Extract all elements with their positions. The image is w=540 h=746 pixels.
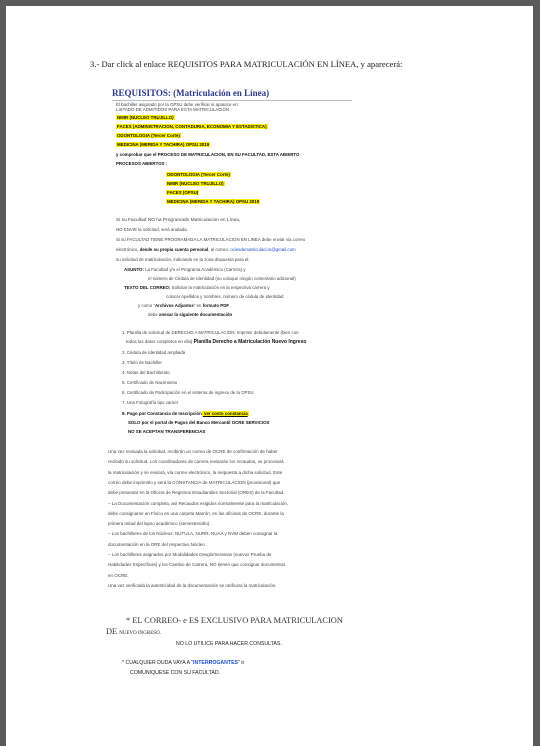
open-processes-label: PROCESOS ABIERTOS :	[116, 161, 168, 166]
doc-item-8: 8. Pago por Constancia de Inscripción ver costo constancia	[122, 411, 248, 416]
body-line: Habilidades Específicas) y los Cambio de Carrera, NO tienen que consignar documentos	[108, 562, 286, 568]
cost-link[interactable]: ver costo constancia	[202, 411, 248, 416]
body-line: recibido su solicitud. Los coordinadores de carrera revisarán los recaudos, se procesará	[108, 459, 284, 465]
email-link[interactable]: ociesdematriculacion@gmail.com	[230, 247, 296, 252]
doc-item-6: 6. Certificado de Participación en el sistema de ingreso de la OPSU	[122, 390, 254, 395]
admitted-item-2: FACES (ADMINISTRACION, CONTADURIA, ECONOMIA Y ESTADISTICA)	[117, 124, 267, 129]
requirements-title: REQUISITOS: (Matriculación en Línea)	[112, 88, 270, 98]
body-line: Una vez verificada la autenticidad de la documentación se ratificara la matriculación.	[108, 582, 277, 588]
intro-line-2: LISTADO DE ADMITIDOS PARA ESTA MATRICULACION	[116, 107, 230, 112]
asunto-line: ASUNTO: La Facultad y/o el Programa Académico (Carrera) y	[124, 267, 246, 272]
warning-line-5: COMUNIQUESE CON SU FACULTAD.	[130, 670, 221, 676]
body-line: – Los bachilleres asignados por Modalidades Desglomeramas (nuevos Prueba de	[108, 552, 272, 557]
doc-item-1b: todos los datos completos en ella) Planilla Derecho a Matriculación Nuevo Ingreso	[126, 339, 307, 345]
body-line: en OCRE.	[108, 572, 129, 578]
programmed-line-1: Si su FACULTAD TIENE PROGRAMADA LA MATRICULACION EN LINEA debe enviar via correo	[116, 237, 306, 242]
open-item-1: ODONTOLOGIA (Tercer Corte)	[167, 172, 230, 177]
admitted-item-1: NMIR (NUCLEO TRUJILLO)	[117, 115, 174, 120]
body-line: documentación en la ORE del respectivo Núcleo.	[108, 541, 207, 547]
warning-line-1: * EL CORREO- e ES EXCLUSIVO PARA MATRICULACION	[126, 616, 343, 625]
not-programmed-line-2: NO ENVIE la solicitud, será anulada.	[116, 227, 188, 232]
intro-line-1: El bachiller asignado por la OPSU debe verificar si aparece en:	[116, 102, 239, 107]
programmed-line-2: electrónico, desde su propia cuenta personal, al correo: ociesdematriculacion@gmail.com	[116, 247, 296, 252]
body-line: – Los bachilleres de los Núcleos: NUTULA, NURR, NUAA y NVM deben consignar la	[108, 531, 278, 537]
planilla-link[interactable]: Planilla Derecho a Matriculación Nuevo Ingreso	[193, 339, 307, 345]
doc-item-7: 7. Una Fotografía tipo carnet	[122, 400, 178, 405]
body-line: debe presentar en la Oficina de Registros Estudiantiles Sectorial (ORES) de la Facultad.	[108, 490, 285, 496]
body-line: correo debe imprimirlo y será la CONSTANCIA de MATRICULACION (provisional) que	[108, 479, 281, 485]
body-line: – La Documentación completa, así Recaudos exigidos normalmente para la matriculación,	[108, 500, 289, 506]
doc-item-2: 2. Cédula de Identidad ampliada	[122, 350, 186, 355]
warning-line-4: * CUALQUIER DUDA VAYA A "INTERROGANTES" o	[122, 660, 245, 666]
doc-item-5: 5. Certificado de Nacimiento	[122, 380, 178, 385]
title-divider	[112, 100, 352, 101]
open-item-3: FACES (OPSU)	[167, 190, 199, 195]
open-item-2: NMIR (NUCLEO TRUJILLO)	[167, 181, 224, 186]
document-page	[6, 6, 533, 746]
check-process-line: y comprobar que el PROCESO DE MATRICULACION, EN SU FACULTAD, ESTA ABIERTO	[116, 152, 300, 157]
not-programmed-line-1: Si su Facultad NO ha Programado Matriculacion en Línea,	[116, 218, 241, 223]
warning-line-3: NO LO UTILICE PARA HACER CONSULTAS.	[176, 641, 282, 647]
interrogantes-link[interactable]: INTERROGANTES	[193, 660, 238, 666]
asunto-line-2: el número de Cédula de Identidad (no coloque ningún comentario adicional)	[148, 276, 296, 281]
texto-line-3: y como "Archivos Adjuntos" en formato PDF	[138, 303, 230, 308]
doc-item-8-line-3: NO SE ACEPTAN TRANSFERENCIAS	[128, 429, 206, 434]
doc-item-8-line-2: SOLO por el portal de Pagos del Banco Mercantil OCRE SERVICIOS	[128, 420, 270, 425]
admitted-item-4: MEDICINA (MERIDA Y TACHIRA) OPSU 2019	[117, 142, 210, 147]
open-item-4: MEDICINA (MERIDA Y TACHIRA) OPSU 2019	[167, 199, 260, 204]
warning-line-2: DE NUEVO INGRESO.	[106, 627, 161, 636]
doc-item-3: 3. Título de Bachiller	[122, 360, 162, 365]
programmed-line-3: su solicitud de matriculación, indicando en la zona dispuesta para el:	[116, 257, 250, 262]
admitted-item-3: ODONTOLOGIA (Tercer Corte)	[117, 133, 180, 138]
texto-line: TEXTO DEL CORREO: Solicitar la matriculación en la respectiva carrera y	[124, 285, 270, 290]
body-line: debe consignarse en Físico en una carpeta Marrón, en las oficinas de OCRE, durante la	[108, 510, 284, 516]
body-line: primera mitad del lapso académico (semestre/año).	[108, 521, 211, 527]
doc-item-4: 4. Notas del Bachillerato	[122, 370, 170, 375]
doc-item-1a: 1. Planilla de solicitud de DERECHO A MATRICULACION: Imprimir debidamente (bien con	[122, 330, 299, 335]
texto-line-2: colocar Apellidos y nombres, número de cédula de identidad	[166, 294, 284, 299]
body-line: Una vez revisada la solicitud, recibirán un correo de OCRE de confirmación de haber	[108, 449, 278, 454]
step-instruction: 3.- Dar click al enlace REQUISITOS PARA MATRICULACIÓN EN LÍNEA, y aparecerá:	[90, 59, 403, 69]
body-line: la matriculación y se enviará, vía correo electrónico, la respuesta a dicha solicitud. Este	[108, 469, 283, 475]
texto-line-4: debe anexar la siguiente documentación	[148, 312, 233, 317]
